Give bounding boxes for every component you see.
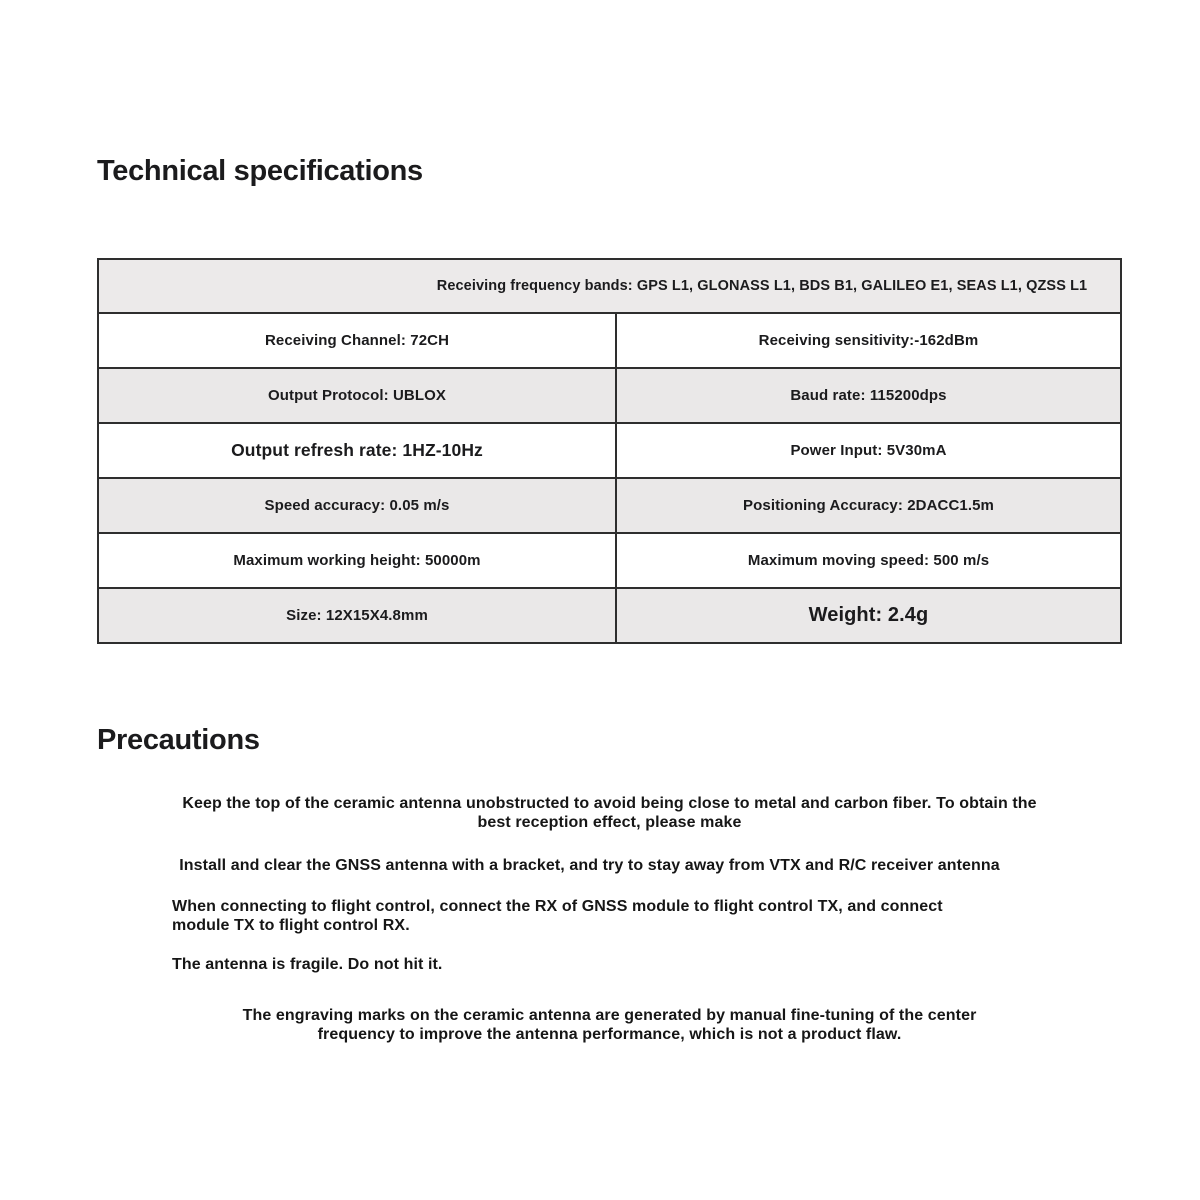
- spec-table-header-row: [99, 260, 1120, 312]
- max-working-height-cell: Maximum working height: 50000m: [99, 534, 615, 587]
- positioning-accuracy-cell: Positioning Accuracy: 2DACC1.5m: [617, 479, 1120, 532]
- precaution-item: Keep the top of the ceramic antenna unobstructed to avoid being close to metal and carbon fiber. To obtain the best reception effect, please make: [182, 795, 1037, 831]
- precaution-item: Install and clear the GNSS antenna with a bracket, and try to stay away from VTX and R/C receiver antenna: [179, 857, 1000, 874]
- output-protocol-cell: Output Protocol: UBLOX: [99, 369, 615, 422]
- max-moving-speed-cell: Maximum moving speed: 500 m/s: [617, 534, 1120, 587]
- receiving-frequency-bands-cell: Receiving frequency bands: GPS L1, GLONASS L1, BDS B1, GALILEO E1, SEAS L1, QZSS L1: [436, 278, 1088, 294]
- weight-cell: Weight: 2.4g: [617, 589, 1120, 642]
- baud-rate-cell: Baud rate: 115200dps: [617, 369, 1120, 422]
- precaution-item: The engraving marks on the ceramic antenna are generated by manual fine-tuning of the center frequency to improve the antenna performance, which is not a product flaw.: [242, 1007, 977, 1043]
- spec-row: [99, 424, 1120, 477]
- size-cell: Size: 12X15X4.8mm: [99, 589, 615, 642]
- power-input-cell: Power Input: 5V30mA: [617, 424, 1120, 477]
- precautions-title: Precautions: [97, 724, 260, 756]
- speed-accuracy-cell: Speed accuracy: 0.05 m/s: [99, 479, 615, 532]
- receiving-channel-cell: Receiving Channel: 72CH: [99, 314, 615, 367]
- spec-row: [99, 534, 1120, 587]
- spec-table: [97, 258, 1122, 644]
- output-refresh-rate-cell: Output refresh rate: 1HZ-10Hz: [99, 424, 615, 477]
- spec-row: [99, 314, 1120, 367]
- spec-row: [99, 479, 1120, 532]
- spec-row: [99, 369, 1120, 422]
- spec-row: [99, 589, 1120, 642]
- precautions-list: [97, 794, 1122, 1044]
- technical-specifications-title: Technical specifications: [97, 155, 423, 187]
- precaution-item: The antenna is fragile. Do not hit it.: [172, 956, 443, 973]
- receiving-sensitivity-cell: Receiving sensitivity:-162dBm: [617, 314, 1120, 367]
- precaution-item: When connecting to flight control, connect the RX of GNSS module to flight control TX, and connect module TX to flight control RX.: [172, 898, 943, 934]
